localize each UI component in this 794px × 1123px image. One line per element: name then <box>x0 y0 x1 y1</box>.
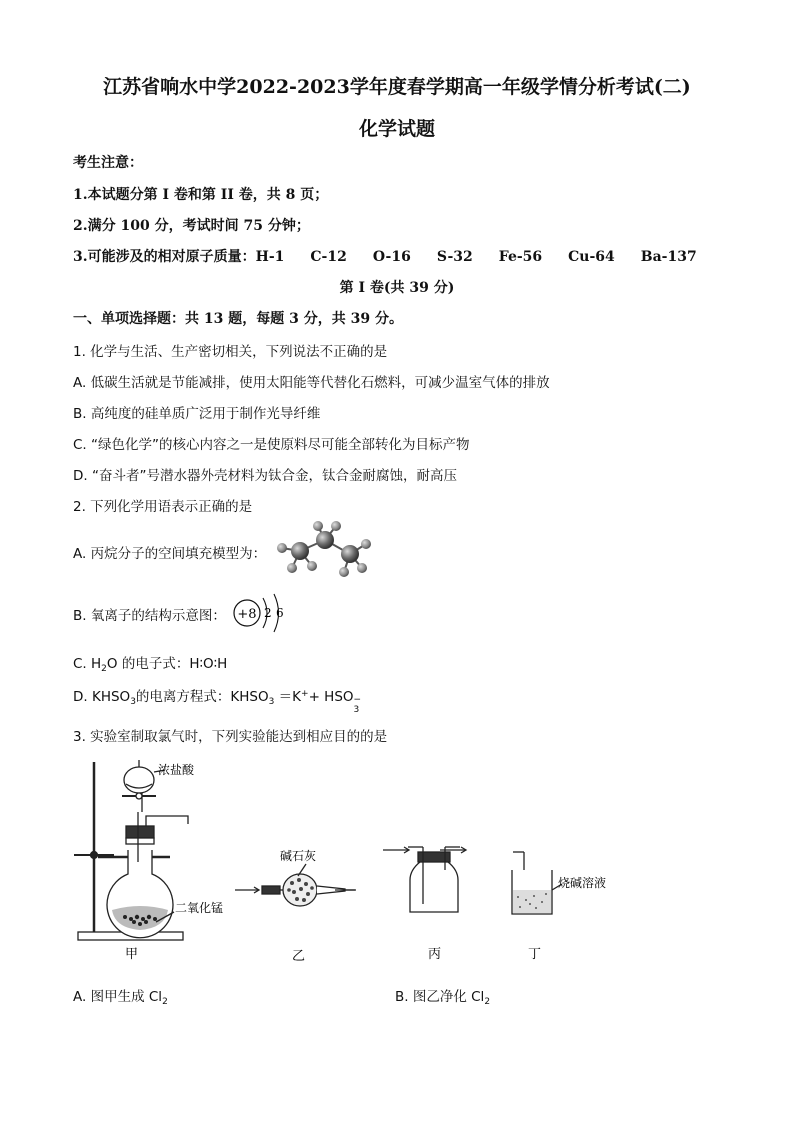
q2-d-sub3: 3 <box>353 705 360 715</box>
carbon-atom <box>316 531 334 549</box>
q1-option-d: D. “奋斗者”号潜水器外壳材料为钛合金，钛合金耐腐蚀，耐高压 <box>73 468 457 484</box>
q2-d-sub2: 3 <box>268 697 275 707</box>
atomic-mass: O-16 <box>372 249 411 265</box>
label-naoh-solution: 烧碱溶液 <box>558 876 607 890</box>
carbon-atom <box>291 542 309 560</box>
atomic-mass: S-32 <box>436 249 473 265</box>
q2-d-sub1: 3 <box>130 697 136 707</box>
label-conc-hcl: 浓盐酸 <box>158 763 195 777</box>
gas-washing-bottle <box>410 862 458 912</box>
hydrogen-atom <box>313 521 323 531</box>
exam-title: 江苏省响水中学2022-2023学年度春学期高一年级学情分析考试(二) <box>103 76 691 98</box>
part-title: 一、单项选择题：共 13 题，每题 3 分，共 39 分。 <box>73 311 403 327</box>
rubber-stopper <box>126 826 154 838</box>
label-bing: 丙 <box>428 947 442 962</box>
hydrogen-atom <box>331 521 341 531</box>
q2-c-electron-formula: H∶O∶H <box>189 656 228 672</box>
shell-2-electrons: 6 <box>276 606 284 620</box>
atomic-mass: Ba-137 <box>640 249 697 265</box>
nucleus-charge: +8 <box>237 607 257 622</box>
label-soda-lime: 碱石灰 <box>280 849 317 863</box>
q3-stem: 3. 实验室制取氯气时，下列实验能达到相应目的的是 <box>73 729 388 745</box>
atomic-mass: H-1 <box>255 249 285 265</box>
q1-option-a: A. 低碳生活就是节能减排，使用太阳能等代替化石燃料，可减少温室气体的排放 <box>73 375 550 391</box>
q3-apparatus-figure <box>70 752 650 972</box>
oxygen-ion-diagram <box>230 592 290 634</box>
label-jia: 甲 <box>125 947 139 962</box>
q2-d-plus: + <box>301 689 309 699</box>
q1-stem: 1. 化学与生活、生产密切相关，下列说法不正确的是 <box>73 344 388 360</box>
q2-d-prefix: D. KHSO <box>73 689 131 705</box>
hydrogen-atom <box>287 563 297 573</box>
notice-item-1: 1.本试题分第 I 卷和第 II 卷，共 8 页； <box>73 187 329 203</box>
q3-a-text: A. 图甲生成 Cl <box>73 989 163 1005</box>
label-ding: 丁 <box>528 947 542 962</box>
drying-tube-stopper <box>262 886 280 894</box>
q1-option-b: B. 高纯度的硅单质广泛用于制作光导纤维 <box>73 406 321 422</box>
notice-item-2: 2.满分 100 分，考试时间 75 分钟； <box>73 218 310 234</box>
q2-d-eq: ＝K <box>274 689 302 705</box>
notice-heading: 考生注意： <box>73 155 143 171</box>
hydrogen-atom <box>277 543 287 553</box>
hydrogen-atom <box>339 567 349 577</box>
q2-option-c <box>73 652 227 674</box>
separatory-funnel <box>124 767 154 793</box>
atomic-mass: C-12 <box>310 249 347 265</box>
q2-option-b: B. 氧离子的结构示意图： <box>73 608 226 624</box>
q3-a-sub: 2 <box>162 997 168 1007</box>
propane-model-figure <box>270 518 380 580</box>
q2-c-subscript: 2 <box>101 664 107 674</box>
notice-item-3 <box>73 246 697 266</box>
q2-stem: 2. 下列化学用语表示正确的是 <box>73 499 253 515</box>
volume-title: 第 I 卷(共 39 分) <box>339 280 455 296</box>
q3-b-text: B. 图乙净化 Cl <box>395 989 485 1005</box>
label-mno2: 二氧化锰 <box>175 901 224 915</box>
atomic-mass: Fe-56 <box>498 249 543 265</box>
q2-d-charge: − <box>353 695 362 705</box>
carbon-atom <box>341 545 359 563</box>
q3-option-a <box>73 985 168 1007</box>
label-yi: 乙 <box>292 949 306 964</box>
q2-d-mid: 的电离方程式：KHSO <box>135 689 269 705</box>
q3-b-sub: 2 <box>484 997 491 1007</box>
hydrogen-atom <box>307 561 317 571</box>
atomic-mass: Cu-64 <box>568 249 615 265</box>
q2-option-a: A. 丙烷分子的空间填充模型为： <box>73 546 267 562</box>
q2-d-tail: + HSO <box>308 689 354 705</box>
q3-option-b <box>395 985 490 1007</box>
hydrogen-atom <box>357 563 367 573</box>
hydrogen-atom <box>361 539 371 549</box>
q2-option-d <box>73 685 362 715</box>
q1-option-c: C. “绿色化学”的核心内容之一是使原料尽可能全部转化为目标产物 <box>73 437 470 453</box>
q2-c-prefix: C. H <box>73 656 102 672</box>
notice-item-3-prefix: 3.可能涉及的相对原子质量： <box>73 249 256 265</box>
exam-subtitle: 化学试题 <box>358 118 435 140</box>
shell-1-electrons: 2 <box>264 606 272 620</box>
q2-c-mid: O 的电子式： <box>106 656 190 672</box>
